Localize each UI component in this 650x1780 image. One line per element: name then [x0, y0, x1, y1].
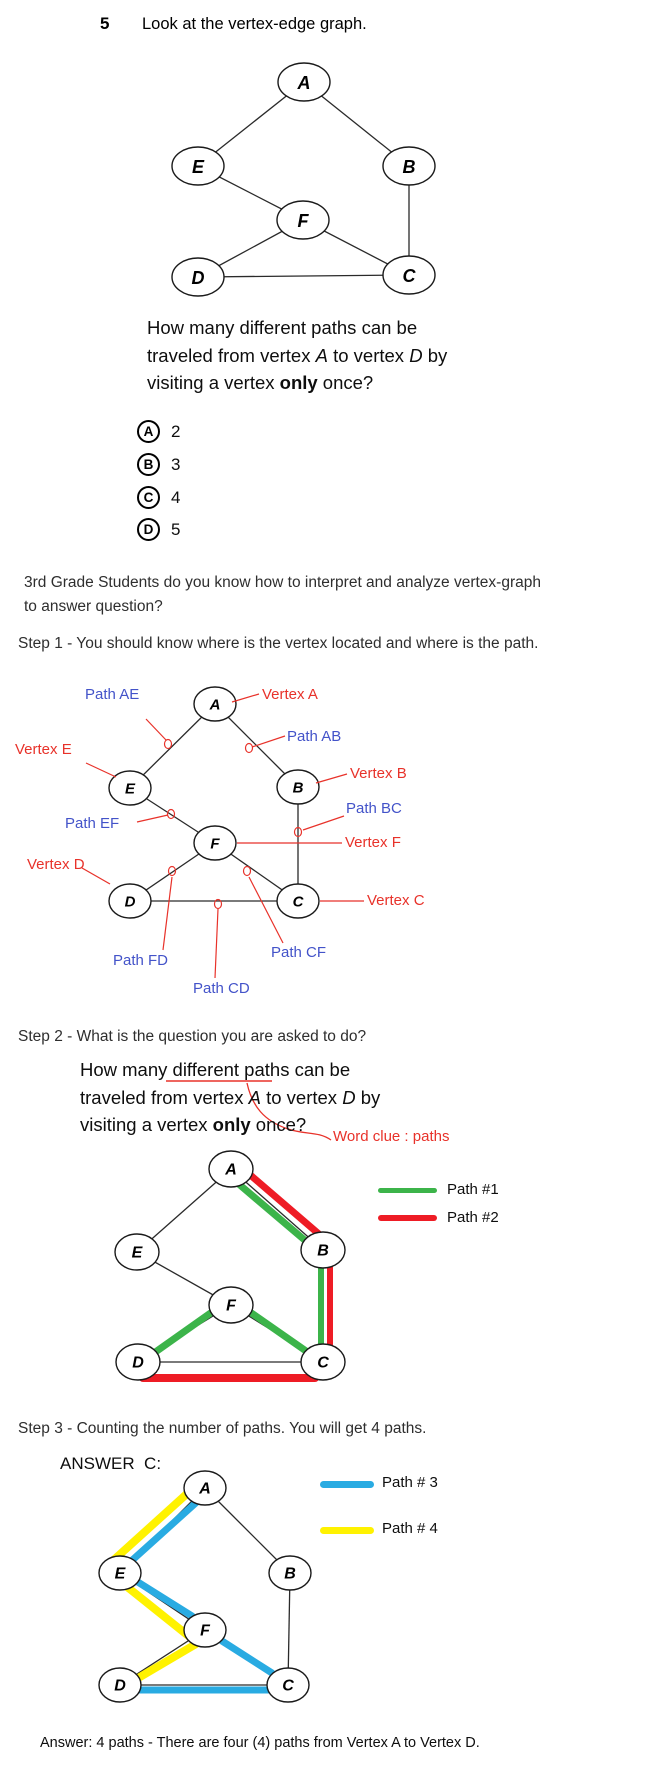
path-highlight — [107, 1491, 190, 1566]
question-line-3-text: visiting a vertex — [147, 372, 280, 393]
vertex-label-A: A — [209, 696, 221, 714]
vertex-annotation: Vertex F — [345, 834, 401, 851]
choice-c-value: 4 — [171, 487, 181, 507]
vertex-annotation: Vertex C — [367, 892, 425, 909]
question-line-3-end: once? — [317, 372, 374, 393]
intro-line-2: to answer question? — [24, 598, 163, 615]
choice-a-letter: A — [137, 420, 160, 443]
edge-mark — [246, 744, 253, 753]
annotation-pointer-line — [137, 815, 168, 822]
step2-line1-end: can be — [289, 1059, 351, 1080]
vertex-a-ref: A — [315, 345, 328, 366]
vertex-label-C: C — [317, 1354, 329, 1372]
choice-d-value: 5 — [171, 519, 181, 539]
vertex-label-E: E — [114, 1565, 126, 1583]
legend-swatch — [378, 1215, 437, 1221]
choice-c-letter: C — [137, 486, 160, 509]
annotation-pointer-line — [232, 694, 259, 702]
step2-line2-mid: to vertex — [260, 1087, 343, 1108]
step2-question-line-3 — [80, 1114, 306, 1136]
path-highlight — [222, 1641, 272, 1673]
path-annotation: Path AE — [85, 686, 140, 703]
vertex-label-B: B — [402, 157, 416, 177]
question-line-1: How many different paths can be — [147, 317, 418, 338]
path-highlight — [241, 1167, 327, 1241]
step2-vertex-a-ref: A — [248, 1087, 261, 1108]
only-emphasis: only — [279, 372, 318, 393]
vertex-label-B: B — [284, 1565, 296, 1583]
vertex-label-A: A — [199, 1480, 211, 1498]
vertex-label-D: D — [132, 1354, 144, 1372]
vertex-label-C: C — [282, 1677, 294, 1695]
choice-d[interactable] — [137, 518, 180, 541]
legend-label: Path #2 — [447, 1209, 499, 1226]
path-annotation: Path FD — [113, 952, 169, 969]
intro-line-1: 3rd Grade Students do you know how to interpret and analyze vertex-graph — [24, 574, 541, 591]
path-highlight — [250, 1312, 306, 1351]
annotation-pointer-line — [303, 816, 344, 830]
step2-line3-end: once? — [250, 1114, 307, 1135]
path-highlight — [154, 1312, 212, 1353]
question-line-2-mid: to vertex — [327, 345, 410, 366]
vertex-label-D: D — [124, 893, 136, 911]
vertex-annotation: Vertex D — [27, 856, 85, 873]
legend-label: Path # 3 — [382, 1474, 438, 1491]
vertex-label-B: B — [292, 779, 304, 797]
question-line-2-end: by — [422, 345, 448, 366]
legend-swatch — [320, 1527, 374, 1534]
step2-underlined-phrase: different paths — [172, 1059, 290, 1080]
annotation-pointer-line — [316, 774, 347, 783]
annotation-pointer-line — [146, 719, 166, 740]
path-annotation: Path EF — [65, 815, 120, 832]
question-line-2-text: traveled from vertex — [147, 345, 316, 366]
step3-heading: Step 3 - Counting the number of paths. You will get 4 paths. — [18, 1420, 427, 1437]
step1-heading: Step 1 - You should know where is the vertex located and where is the path. — [18, 635, 539, 652]
question-line-3 — [147, 372, 373, 394]
choice-c[interactable] — [137, 486, 180, 509]
vertex-label-C: C — [292, 893, 304, 911]
vertex-label-B: B — [317, 1242, 329, 1260]
annotation-pointer-line — [86, 763, 116, 777]
vertex-label-A: A — [225, 1161, 237, 1179]
vertex-label-E: E — [191, 157, 205, 177]
edge-mark — [165, 740, 172, 749]
step2-only-emphasis: only — [212, 1114, 251, 1135]
choice-b-value: 3 — [171, 454, 181, 474]
path-highlight — [234, 1180, 314, 1248]
question-title: Look at the vertex-edge graph. — [142, 15, 367, 33]
vertex-d-ref: D — [409, 345, 423, 366]
choice-a-value: 2 — [171, 421, 181, 441]
step2-question-line-2 — [80, 1087, 380, 1109]
vertex-label-F: F — [226, 1297, 236, 1315]
step2-vertex-d-ref: D — [342, 1087, 356, 1108]
legend-swatch — [378, 1188, 437, 1193]
annotation-pointer-line — [252, 736, 285, 747]
choice-a[interactable] — [137, 420, 180, 443]
legend-label: Path #1 — [447, 1181, 499, 1198]
vertex-label-C: C — [402, 266, 416, 286]
vertex-label-E: E — [124, 780, 136, 798]
step2-line2-end: by — [355, 1087, 381, 1108]
step2-line1-start: How many — [80, 1059, 173, 1080]
annotation-pointer-line — [163, 877, 172, 950]
choice-b[interactable] — [137, 453, 180, 476]
vertex-annotation: Vertex E — [15, 741, 72, 758]
path-annotation: Path BC — [346, 800, 402, 817]
vertex-label-E: E — [131, 1244, 143, 1262]
step2-line3-start: visiting a vertex — [80, 1114, 213, 1135]
legend-label: Path # 4 — [382, 1520, 438, 1537]
edge-mark — [244, 867, 251, 876]
path-annotation: Path AB — [287, 728, 342, 745]
vertex-annotation: Vertex B — [350, 765, 407, 782]
final-answer: Answer: 4 paths - There are four (4) paths from Vertex A to Vertex D. — [40, 1735, 480, 1751]
annotation-pointer-line — [215, 909, 218, 978]
question-line-2 — [147, 345, 447, 367]
path-annotation: Path CD — [193, 980, 250, 997]
word-clue-label: Word clue : paths — [333, 1128, 450, 1145]
vertex-label-F: F — [210, 835, 220, 853]
answer-label: ANSWER C: — [60, 1454, 162, 1473]
choice-b-letter: B — [137, 453, 160, 476]
annotation-pointer-line — [82, 868, 110, 884]
choice-d-letter: D — [137, 518, 160, 541]
vertex-label-D: D — [191, 268, 205, 288]
step2-question-line-1 — [80, 1059, 350, 1081]
vertex-label-D: D — [114, 1677, 126, 1695]
vertex-label-F: F — [200, 1622, 210, 1640]
vertex-annotation: Vertex A — [262, 686, 318, 703]
legend-swatch — [320, 1481, 374, 1488]
vertex-label-F: F — [297, 211, 309, 231]
step2-heading: Step 2 - What is the question you are asked to do? — [18, 1028, 367, 1045]
edge-DC — [198, 275, 409, 277]
path-annotation: Path CF — [271, 944, 327, 961]
step2-line2-start: traveled from vertex — [80, 1087, 249, 1108]
question-number: 5 — [100, 14, 110, 33]
vertex-label-A: A — [297, 73, 311, 93]
